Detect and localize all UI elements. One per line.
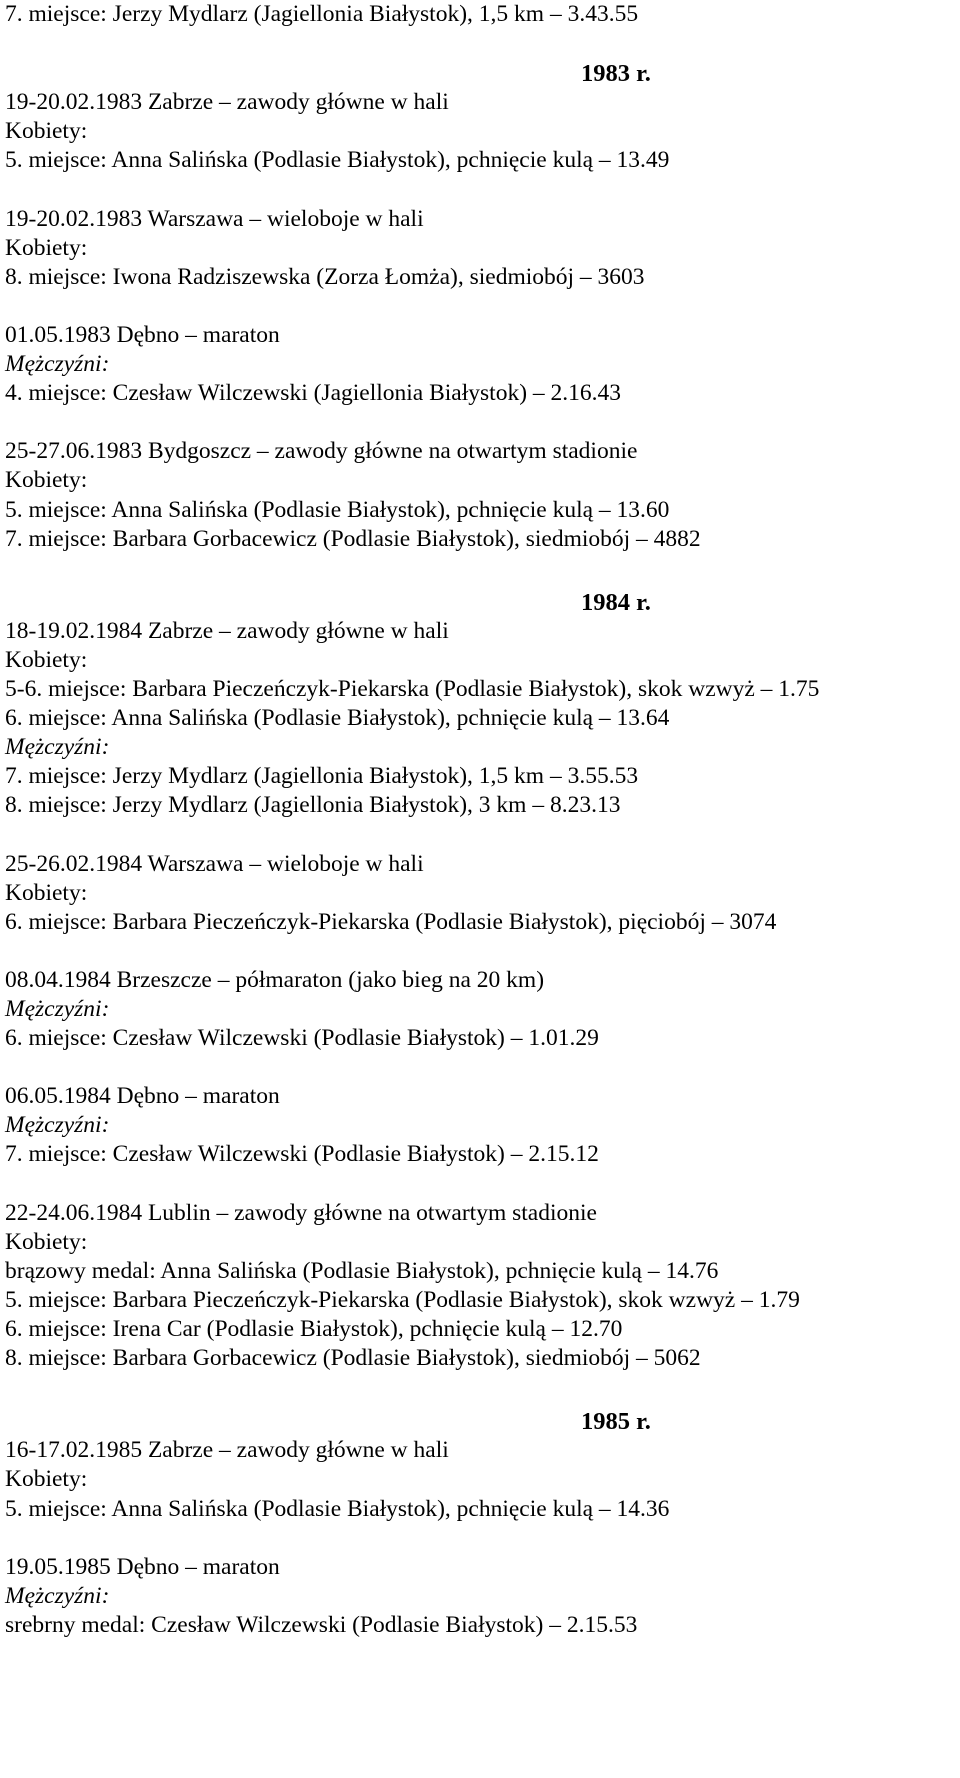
result-line: brązowy medal: Anna Salińska (Podlasie Białystok), pchnięcie kulą – 14.76 bbox=[5, 1257, 719, 1284]
category-label: Kobiety: bbox=[5, 1466, 88, 1493]
category-label: Mężczyźni: bbox=[5, 734, 110, 761]
result-line: 5-6. miejsce: Barbara Pieczeńczyk-Piekarska (Podlasie Białystok), skok wzwyż – 1.75 bbox=[5, 675, 820, 702]
spacer bbox=[5, 937, 955, 966]
category-label: Kobiety: bbox=[5, 1228, 88, 1255]
result-line: 4. miejsce: Czesław Wilczewski (Jagiellonia Białystok) – 2.16.43 bbox=[5, 380, 622, 407]
spacer bbox=[5, 408, 955, 437]
result-line: 6. miejsce: Barbara Pieczeńczyk-Piekarska (Podlasie Białystok), pięciobój – 3074 bbox=[5, 908, 777, 935]
event-header: 22-24.06.1984 Lublin – zawody główne na otwartym stadionie bbox=[5, 1199, 597, 1226]
result-line: 5. miejsce: Anna Salińska (Podlasie Białystok), pchnięcie kulą – 14.36 bbox=[5, 1495, 670, 1522]
category-label: Mężczyźni: bbox=[5, 1112, 110, 1139]
spacer bbox=[5, 820, 955, 849]
spacer bbox=[5, 29, 955, 59]
spacer bbox=[5, 1053, 955, 1082]
category-label: Mężczyźni: bbox=[5, 351, 110, 378]
event-header: 19-20.02.1983 Zabrze – zawody główne w hali bbox=[5, 89, 449, 116]
category-label: Mężczyźni: bbox=[5, 996, 110, 1022]
year-heading: 1985 r. bbox=[581, 1408, 651, 1436]
category-label: Kobiety: bbox=[5, 879, 88, 906]
result-line: 7. miejsce: Jerzy Mydlarz (Jagiellonia Białystok), 1,5 km – 3.43.55 bbox=[5, 1, 639, 27]
category-label: Kobiety: bbox=[5, 234, 88, 261]
event-header: 19.05.1985 Dębno – maraton bbox=[5, 1553, 280, 1580]
spacer bbox=[5, 175, 955, 204]
event-header: 25-26.02.1984 Warszawa – wieloboje w hali bbox=[5, 850, 424, 877]
spacer bbox=[5, 1170, 955, 1199]
result-line: srebrny medal: Czesław Wilczewski (Podlasie Białystok) – 2.15.53 bbox=[5, 1611, 638, 1638]
document-page bbox=[5, 0, 955, 1640]
result-line: 7. miejsce: Jerzy Mydlarz (Jagiellonia Białystok), 1,5 km – 3.55.53 bbox=[5, 763, 639, 790]
result-line: 6. miejsce: Anna Salińska (Podlasie Białystok), pchnięcie kulą – 13.64 bbox=[5, 705, 670, 732]
result-line: 7. miejsce: Czesław Wilczewski (Podlasie Białystok) – 2.15.12 bbox=[5, 1141, 599, 1168]
spacer bbox=[5, 292, 955, 321]
category-label: Kobiety: bbox=[5, 467, 88, 494]
spacer bbox=[5, 554, 955, 588]
result-line: 5. miejsce: Anna Salińska (Podlasie Białystok), pchnięcie kulą – 13.49 bbox=[5, 147, 670, 174]
spacer bbox=[5, 1524, 955, 1553]
event-header: 06.05.1984 Dębno – maraton bbox=[5, 1083, 280, 1110]
event-header: 18-19.02.1984 Zabrze – zawody główne w hali bbox=[5, 617, 449, 644]
result-line: 7. miejsce: Barbara Gorbacewicz (Podlasie Białystok), siedmiobój – 4882 bbox=[5, 525, 701, 552]
event-header: 08.04.1984 Brzeszcze – półmaraton (jako bieg na 20 km) bbox=[5, 966, 545, 993]
result-line: 6. miejsce: Irena Car (Podlasie Białystok), pchnięcie kulą – 12.70 bbox=[5, 1316, 623, 1343]
result-line: 8. miejsce: Iwona Radziszewska (Zorza Łomża), siedmiobój – 3603 bbox=[5, 263, 645, 290]
event-header: 25-27.06.1983 Bydgoszcz – zawody główne na otwartym stadionie bbox=[5, 438, 638, 465]
event-header: 01.05.1983 Dębno – maraton bbox=[5, 321, 280, 348]
result-line: 6. miejsce: Czesław Wilczewski (Podlasie Białystok) – 1.01.29 bbox=[5, 1025, 599, 1052]
category-label: Kobiety: bbox=[5, 118, 88, 145]
year-heading: 1984 r. bbox=[581, 588, 651, 616]
result-line: 5. miejsce: Barbara Pieczeńczyk-Piekarska (Podlasie Białystok), skok wzwyż – 1.79 bbox=[5, 1286, 800, 1313]
result-line: 5. miejsce: Anna Salińska (Podlasie Białystok), pchnięcie kulą – 13.60 bbox=[5, 496, 670, 523]
result-line: 8. miejsce: Jerzy Mydlarz (Jagiellonia Białystok), 3 km – 8.23.13 bbox=[5, 792, 621, 819]
year-heading: 1983 r. bbox=[581, 60, 651, 88]
event-header: 16-17.02.1985 Zabrze – zawody główne w hali bbox=[5, 1437, 449, 1464]
category-label: Mężczyźni: bbox=[5, 1582, 110, 1609]
result-line: 8. miejsce: Barbara Gorbacewicz (Podlasie Białystok), siedmiobój – 5062 bbox=[5, 1345, 701, 1372]
event-header: 19-20.02.1983 Warszawa – wieloboje w hali bbox=[5, 205, 424, 232]
category-label: Kobiety: bbox=[5, 646, 88, 673]
spacer bbox=[5, 1373, 955, 1407]
